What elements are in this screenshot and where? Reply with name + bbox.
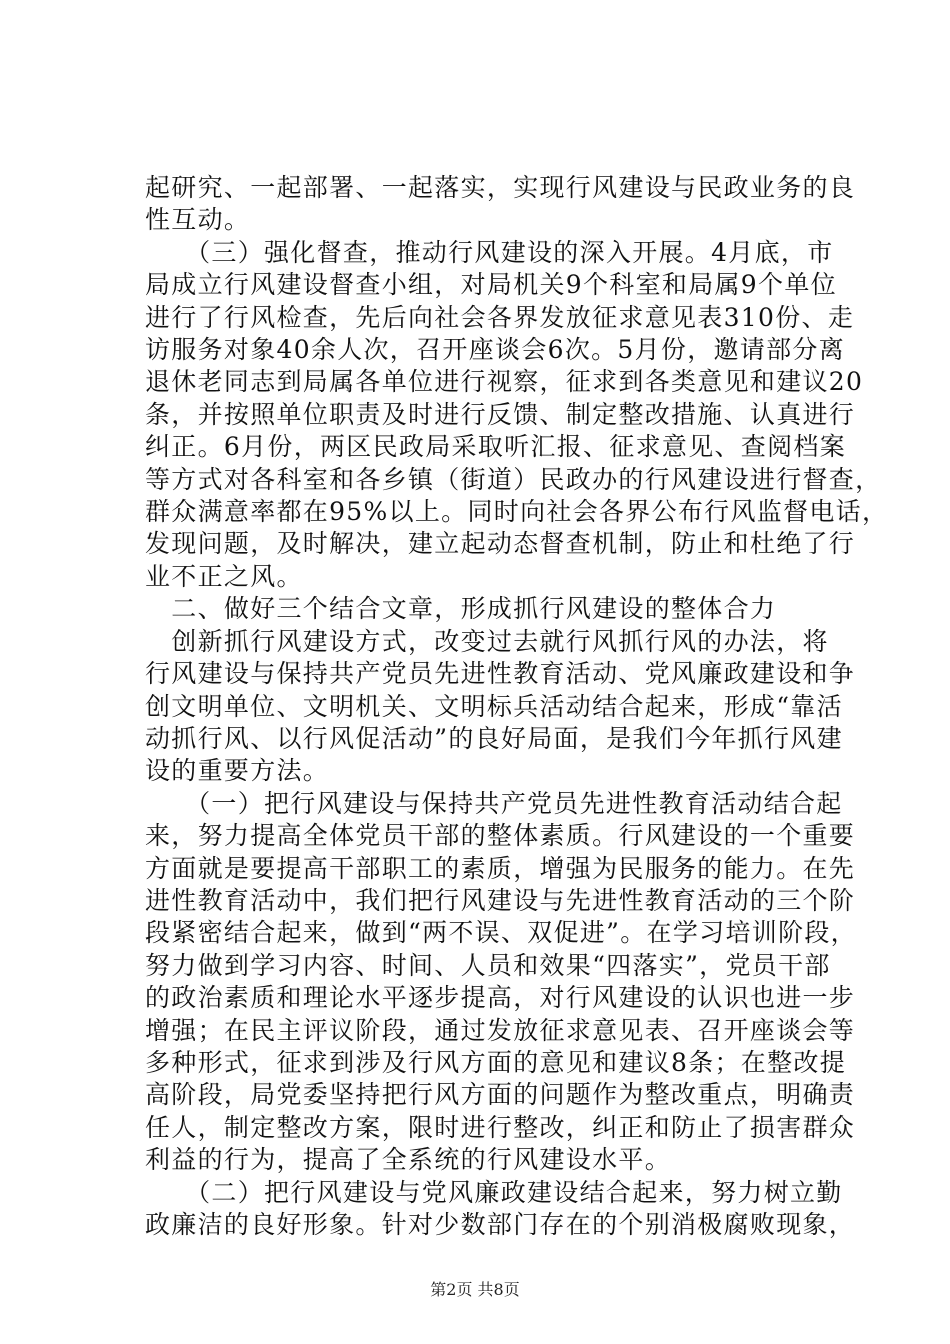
paragraph-p2 xyxy=(145,237,889,593)
text-line: 高阶段，局党委坚持把行风方面的问题作为整改重点，明确责 xyxy=(145,1080,856,1110)
text-line: （二）把行风建设与党风廉政建设结合起来，努力树立勤 xyxy=(145,1177,843,1207)
paragraph-p4 xyxy=(145,626,856,788)
text-line: 行风建设与保持共产党员先进性教育活动、党风廉政建设和争 xyxy=(145,659,856,689)
text-line: 努力做到学习内容、时间、人员和效果“四落实”，党员干部 xyxy=(145,950,831,980)
text-line: 访服务对象40余人次，召开座谈会6次。5月份，邀请部分离 xyxy=(145,335,846,365)
text-line: （一）把行风建设与保持共产党员先进性教育活动结合起 xyxy=(145,788,843,818)
text-line: 业不正之风。 xyxy=(145,561,303,591)
text-line: 方面就是要提高干部职工的素质，增强为民服务的能力。在先 xyxy=(145,853,856,883)
text-line: 利益的行为，提高了全系统的行风建设水平。 xyxy=(145,1145,672,1175)
text-line: 起研究、一起部署、一起落实，实现行风建设与民政业务的良 xyxy=(145,173,856,202)
text-line: 多种形式，征求到涉及行风方面的意见和建议8条；在整改提 xyxy=(145,1047,847,1077)
text-line: 创新抓行风建设方式，改变过去就行风抓行风的办法，将 xyxy=(145,626,829,656)
text-line: 进性教育活动中，我们把行风建设与先进性教育活动的三个阶 xyxy=(145,885,856,915)
text-line: 局成立行风建设督查小组，对局机关9个科室和局属9个单位 xyxy=(145,270,837,300)
paragraph-p5 xyxy=(145,788,857,1177)
document-body xyxy=(145,172,889,1241)
text-line: 二、做好三个结合文章，形成抓行风建设的整体合力 xyxy=(145,594,777,624)
text-line: 的政治素质和理论水平逐步提高，对行风建设的认识也进一步 xyxy=(145,983,856,1013)
text-line: 动抓行风、以行风促活动”的良好局面，是我们今年抓行风建 xyxy=(145,723,843,753)
text-line: 增强；在民主评议阶段，通过发放征求意见表、召开座谈会等 xyxy=(145,1015,856,1045)
text-line: 进行了行风检查，先后向社会各界发放征求意见表310份、走 xyxy=(145,302,855,332)
text-line: 政廉洁的良好形象。针对少数部门存在的个别消极腐败现象， xyxy=(145,1210,856,1239)
text-line: 发现问题，及时解决，建立起动态督查机制，防止和杜绝了行 xyxy=(145,529,856,559)
page-footer: 第2页 共8页 xyxy=(430,1280,520,1299)
paragraph-p3 xyxy=(145,593,825,625)
paragraph-p1 xyxy=(145,172,856,237)
text-line: 纠正。6月份，两区民政局采取听汇报、征求意见、查阅档案 xyxy=(145,432,847,462)
text-line: 段紧密结合起来，做到“两不误、双促进”。在学习培训阶段， xyxy=(145,918,857,948)
text-line: 群众满意率都在95%以上。同时向社会各界公布行风监督电话， xyxy=(145,497,889,527)
paragraph-p6 xyxy=(145,1177,856,1242)
text-line: 条，并按照单位职责及时进行反馈、制定整改措施、认真进行 xyxy=(145,399,856,429)
text-line: 性互动。 xyxy=(145,205,251,235)
text-line: 等方式对各科室和各乡镇（街道）民政办的行风建设进行督查， xyxy=(145,464,882,494)
text-line: 创文明单位、文明机关、文明标兵活动结合起来，形成“靠活 xyxy=(145,691,843,721)
text-line: 任人，制定整改方案，限时进行整改，纠正和防止了损害群众 xyxy=(145,1112,856,1142)
text-line: （三）强化督查，推动行风建设的深入开展。4月底，市 xyxy=(145,237,834,267)
text-line: 退休老同志到局属各单位进行视察，征求到各类意见和建议20 xyxy=(145,367,864,397)
text-line: 设的重要方法。 xyxy=(145,756,330,786)
text-line: 来，努力提高全体党员干部的整体素质。行风建设的一个重要 xyxy=(145,821,856,851)
